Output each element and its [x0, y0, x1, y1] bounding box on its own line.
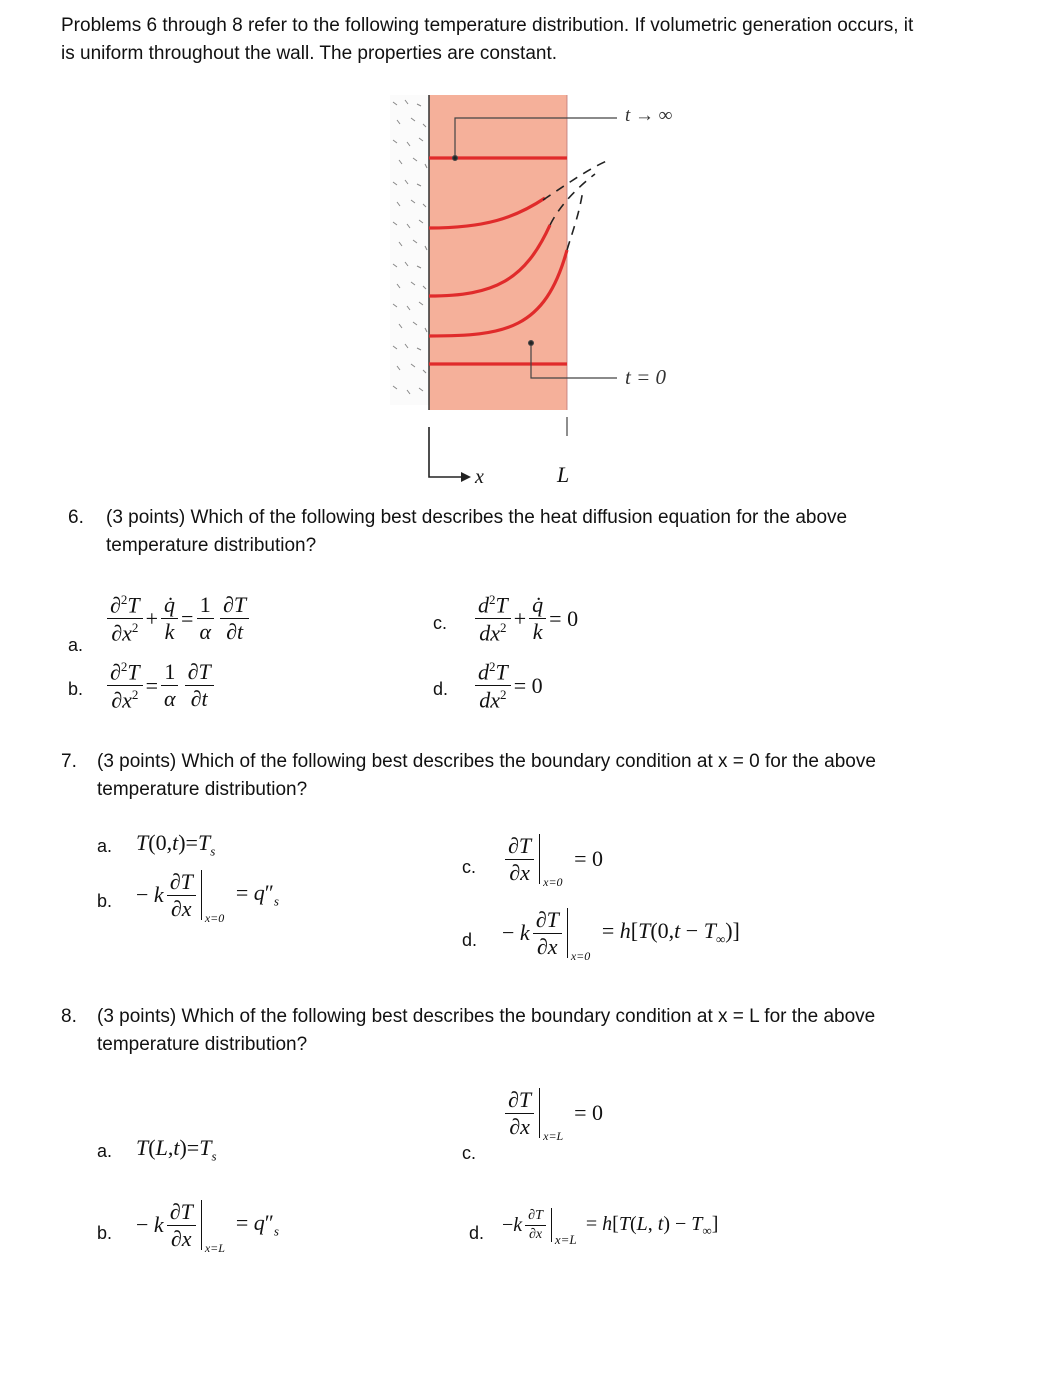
q8-option-a-equation[interactable]: $T(L,t)=T_s$	[136, 1135, 217, 1164]
q8-number: 8.	[61, 1006, 77, 1027]
q8-option-c-equation[interactable]: $\frac{\partial T}{\partial x}$ x=L = 0	[502, 1088, 603, 1138]
q6-option-a-letter: a.	[68, 635, 84, 655]
q7-text-line-1: (3 points) Which of the following best describes the boundary condition at x = 0 for the above	[97, 751, 876, 772]
q8-option-d-equation[interactable]: −k $\frac{\partial T}{\partial x}$ x=L = h[T(L, $t) - T_\infty$]	[502, 1207, 719, 1247]
label-x: x	[475, 466, 484, 488]
q6-option-c-equation[interactable]: $\frac{d^2T}{dx^2}$ + $\frac{q̇}{k}$ = 0	[472, 593, 578, 645]
q8-option-b-letter: b.	[97, 1223, 113, 1243]
label-L: L	[557, 462, 570, 487]
q7-option-a-letter: a.	[97, 836, 113, 856]
q6-text-line-1: (3 points) Which of the following best describes the heat diffusion equation for the above	[106, 507, 848, 528]
q8-option-d-letter: d.	[469, 1223, 485, 1243]
label-t-infinity: t → ∞	[625, 105, 673, 126]
q6-text-line-2: temperature distribution?	[106, 535, 317, 556]
q8-text-line-2: temperature distribution?	[97, 1034, 308, 1055]
q6-option-d-letter: d.	[433, 679, 449, 699]
intro-line-2: is uniform throughout the wall. The properties are constant.	[61, 43, 558, 64]
insulation-hatch	[390, 95, 430, 405]
q7-text-line-2: temperature distribution?	[97, 779, 308, 800]
q6-option-b-equation[interactable]: $\frac{\partial^2T}{\partial x^2}$ = $\frac{1}{\alpha}$ $\frac{\partial T}{\partial t}$	[104, 660, 217, 712]
q7-option-a-equation[interactable]: $T(0,t)=T_s$	[136, 830, 216, 859]
q6-option-a-equation[interactable]: $\frac{\partial^2T}{\partial x^2}$ + $\frac{q̇}{k}$ = $\frac{1}{\alpha}$ $\frac{\partial T}{\partial t}$	[104, 593, 252, 645]
q7-option-d-letter: d.	[462, 930, 478, 950]
wall-diagram	[385, 90, 725, 500]
q8-text-line-1: (3 points) Which of the following best describes the boundary condition at x = L for the above	[97, 1006, 876, 1027]
q6-number: 6.	[68, 507, 84, 528]
q6-option-d-equation[interactable]: $\frac{d^2T}{dx^2}$ = 0	[472, 660, 543, 712]
q7-number: 7.	[61, 751, 77, 772]
q7-option-c-equation[interactable]: $\frac{\partial T}{\partial x}$ x=0 = 0	[502, 834, 603, 884]
temperature-distribution-figure	[385, 90, 725, 500]
q6-option-c-letter: c.	[433, 613, 448, 633]
q6-option-b-letter: b.	[68, 679, 84, 699]
label-t-zero: t = 0	[625, 365, 667, 389]
q8-option-c-letter: c.	[462, 1143, 477, 1163]
q8-option-b-equation[interactable]: − k $\frac{\partial T}{\partial x}$ x=L = $q''_s$	[136, 1198, 279, 1255]
q7-option-b-equation[interactable]: − k $\frac{\partial T}{\partial x}$ x=0 = $q''_s$	[136, 868, 279, 925]
q7-option-c-letter: c.	[462, 857, 477, 877]
x-axis-arrow	[429, 427, 471, 482]
intro-line-1: Problems 6 through 8 refer to the following temperature distribution. If volumetric generation occurs, it	[61, 15, 914, 36]
q7-option-b-letter: b.	[97, 891, 113, 911]
q7-option-d-equation[interactable]: − k $\frac{\partial T}{\partial x}$ x=0 = $h[T(0,t - T_\infty)]$	[502, 906, 740, 963]
q8-option-a-letter: a.	[97, 1141, 113, 1161]
